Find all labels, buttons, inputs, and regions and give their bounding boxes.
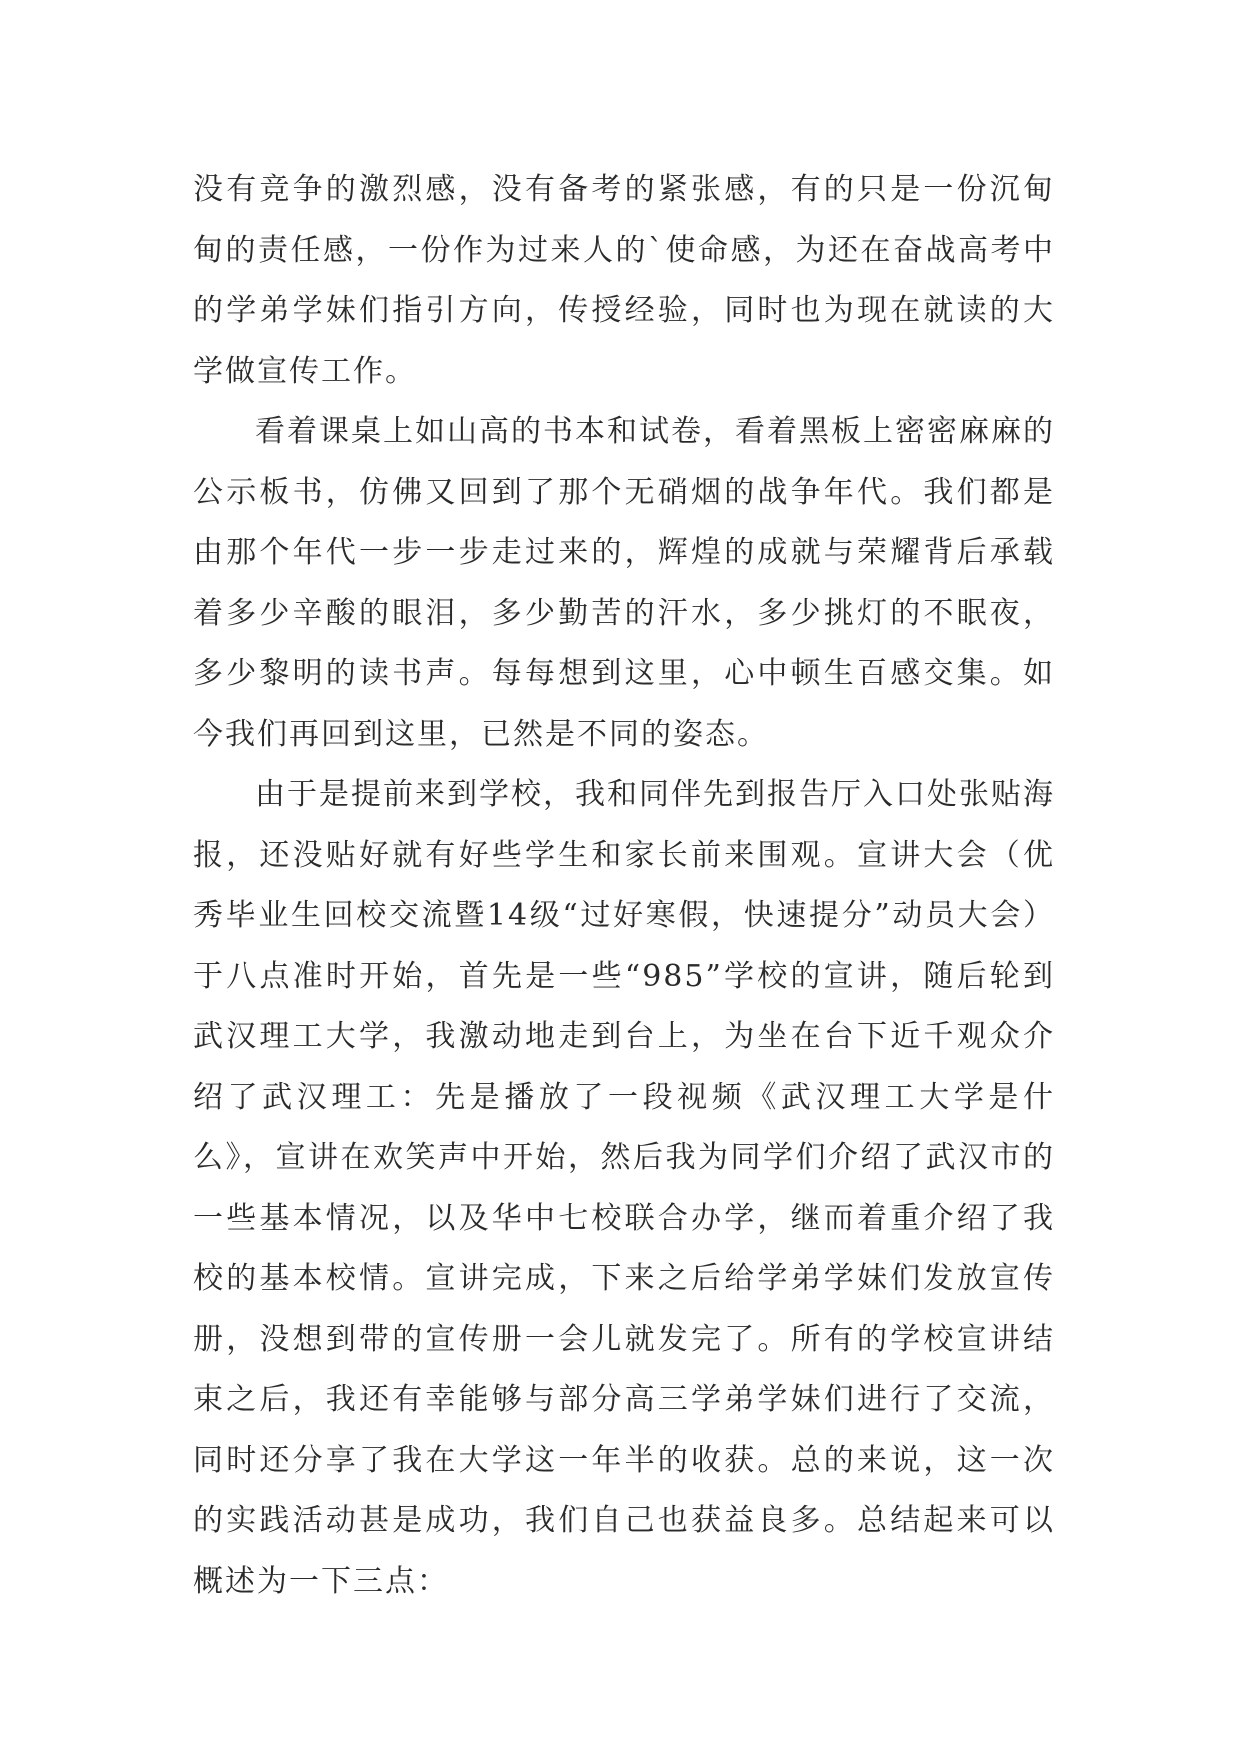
paragraph-3: 由于是提前来到学校，我和同伴先到报告厅入口处张贴海报，还没贴好就有好些学生和家长前来围观。宣讲大会（优秀毕业生回校交流暨14级“过好寒假，快速提分”动员大会）于八点准时开始，首先是一些“985”学校的宣讲，随后轮到武汉理工大学，我激动地走到台上，为坐在台下近千观众介绍了武汉理工：先是播放了一段视频《武汉理工大学是什么》，宣讲在欢笑声中开始，然后我为同学们介绍了武汉市的一些基本情况，以及华中七校联合办学，继而着重介绍了我校的基本校情。宣讲完成，下来之后给学弟学妹们发放宣传册，没想到带的宣传册一会儿就发完了。所有的学校宣讲结束之后，我还有幸能够与部分高三学弟学妹们进行了交流，同时还分享了我在大学这一年半的收获。总的来说，这一次的实践活动甚是成功，我们自己也获益良多。总结起来可以概述为一下三点： xyxy=(193,777,1055,1599)
paragraph-1: 没有竞争的激烈感，没有备考的紧张感，有的只是一份沉甸甸的责任感，一份作为过来人的`使命感，为还在奋战高考中的学弟学妹们指引方向，传授经验，同时也为现在就读的大学做宣传工作。 xyxy=(193,172,1055,389)
document-body xyxy=(193,160,1055,1612)
paragraph-2: 看着课桌上如山高的书本和试卷，看着黑板上密密麻麻的公示板书，仿佛又回到了那个无硝烟的战争年代。我们都是由那个年代一步一步走过来的，辉煌的成就与荣耀背后承载着多少辛酸的眼泪，多少勤苦的汗水，多少挑灯的不眠夜，多少黎明的读书声。每每想到这里，心中顿生百感交集。如今我们再回到这里，已然是不同的姿态。 xyxy=(193,414,1055,752)
